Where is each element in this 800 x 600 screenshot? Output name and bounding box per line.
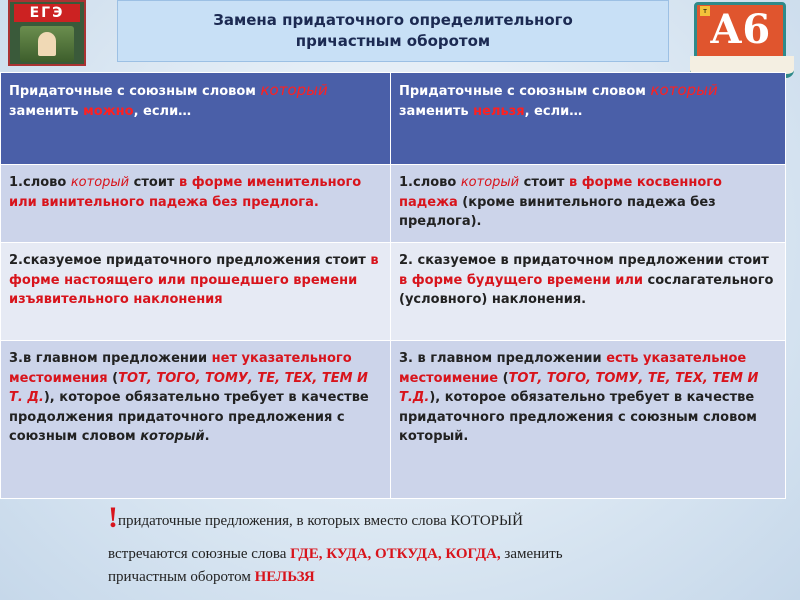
note-text: встречаются союзные слова xyxy=(108,546,291,562)
cell-text: 3. в главном предложении xyxy=(399,351,607,366)
cell-keyword: который xyxy=(70,175,130,190)
title-line-1: Замена придаточного определительного xyxy=(213,11,573,29)
header-text: заменить xyxy=(9,103,84,119)
note-line-2 xyxy=(108,543,748,566)
cell-text: сослагательного (условного) наклонения. xyxy=(399,272,774,307)
rules-table xyxy=(0,72,786,499)
book-corner-mark: т xyxy=(700,6,710,16)
cell-text: . xyxy=(204,429,210,444)
table-row xyxy=(1,165,786,243)
header-text: , если… xyxy=(524,103,583,119)
table-row xyxy=(1,243,786,341)
cell-text: (кроме винительного падежа без предлога). xyxy=(399,194,716,229)
cell-keyword: который xyxy=(140,429,205,444)
row3-can-cell xyxy=(1,341,391,499)
header-cell-cannot xyxy=(391,73,786,165)
header-keyword: который xyxy=(650,81,718,99)
ege-logo-label: ЕГЭ xyxy=(14,4,80,22)
cell-text: ( xyxy=(107,370,119,386)
cell-text: ), которое обязательно требует в качестве продолжения придаточного предложения с союзным словом xyxy=(9,390,369,444)
task-badge: А6 xyxy=(709,6,771,53)
cell-text: стоит xyxy=(519,175,569,190)
row1-can-cell xyxy=(1,165,391,243)
table-row xyxy=(1,341,786,499)
note-text: причастным оборотом xyxy=(108,569,255,585)
cell-text: ( xyxy=(498,370,509,386)
cell-text: ), которое обязательно требует в качестве придаточного предложения с союзным словом который. xyxy=(399,390,757,444)
header-text: Придаточные с союзным словом xyxy=(9,84,256,99)
row2-can-cell xyxy=(1,243,391,341)
cell-highlight: в форме косвенного падежа xyxy=(399,175,722,210)
cell-highlight: ТОТ, ТОГО, ТОМУ, ТЕ, ТЕХ, ТЕМ И Т.Д. xyxy=(399,370,759,405)
cell-text: стоит xyxy=(129,175,179,190)
cell-highlight: ТОТ, ТОГО, ТОМУ, ТЕ, ТЕХ, ТЕМ И Т. Д. xyxy=(9,370,368,405)
header-text: Придаточные с союзным словом xyxy=(399,84,646,99)
page-title xyxy=(117,0,669,62)
header-text: , если… xyxy=(133,103,192,119)
cell-highlight: в форме настоящего или прошедшего времени изъявительного наклонения xyxy=(9,253,379,307)
exclamation-mark: ! xyxy=(108,501,118,534)
note-highlight: НЕЛЬЗЯ xyxy=(254,569,315,585)
row2-cannot-cell xyxy=(391,243,786,341)
note-line-1: придаточные предложения, в которых вместо слова КОТОРЫЙ xyxy=(118,513,523,529)
title-line-2: причастным оборотом xyxy=(295,32,491,50)
cell-text: 3.в главном предложении xyxy=(9,351,212,366)
cell-highlight: есть указательное местоимение xyxy=(399,351,747,386)
cell-text: 2. сказуемое в придаточном предложении стоит xyxy=(399,253,769,268)
graduate-icon xyxy=(20,26,74,62)
ege-logo xyxy=(8,0,86,66)
cell-highlight: в форме именительного или винительного падежа без предлога. xyxy=(9,175,362,210)
header-keyword: который xyxy=(260,81,328,99)
header-text: заменить xyxy=(399,103,474,119)
header-cell-can xyxy=(1,73,391,165)
footnote xyxy=(108,501,748,589)
cell-text: 1.слово xyxy=(9,175,71,190)
note-line-3 xyxy=(108,566,748,589)
table-header-row xyxy=(1,73,786,165)
header-emphasis: можно xyxy=(83,103,134,119)
book-icon xyxy=(690,0,798,78)
cell-keyword: который xyxy=(460,175,520,190)
cell-text: 1.слово xyxy=(399,175,461,190)
cell-text: 2.сказуемое придаточного предложения стоит xyxy=(9,253,371,268)
cell-highlight: нет указательного местоимения xyxy=(9,351,352,386)
row1-cannot-cell xyxy=(391,165,786,243)
note-highlight: ГДЕ, КУДА, ОТКУДА, КОГДА, xyxy=(290,546,501,562)
header-emphasis: нельзя xyxy=(473,103,525,119)
cell-highlight: в форме будущего времени или xyxy=(399,272,643,288)
note-text: заменить xyxy=(500,546,563,562)
row3-cannot-cell xyxy=(391,341,786,499)
